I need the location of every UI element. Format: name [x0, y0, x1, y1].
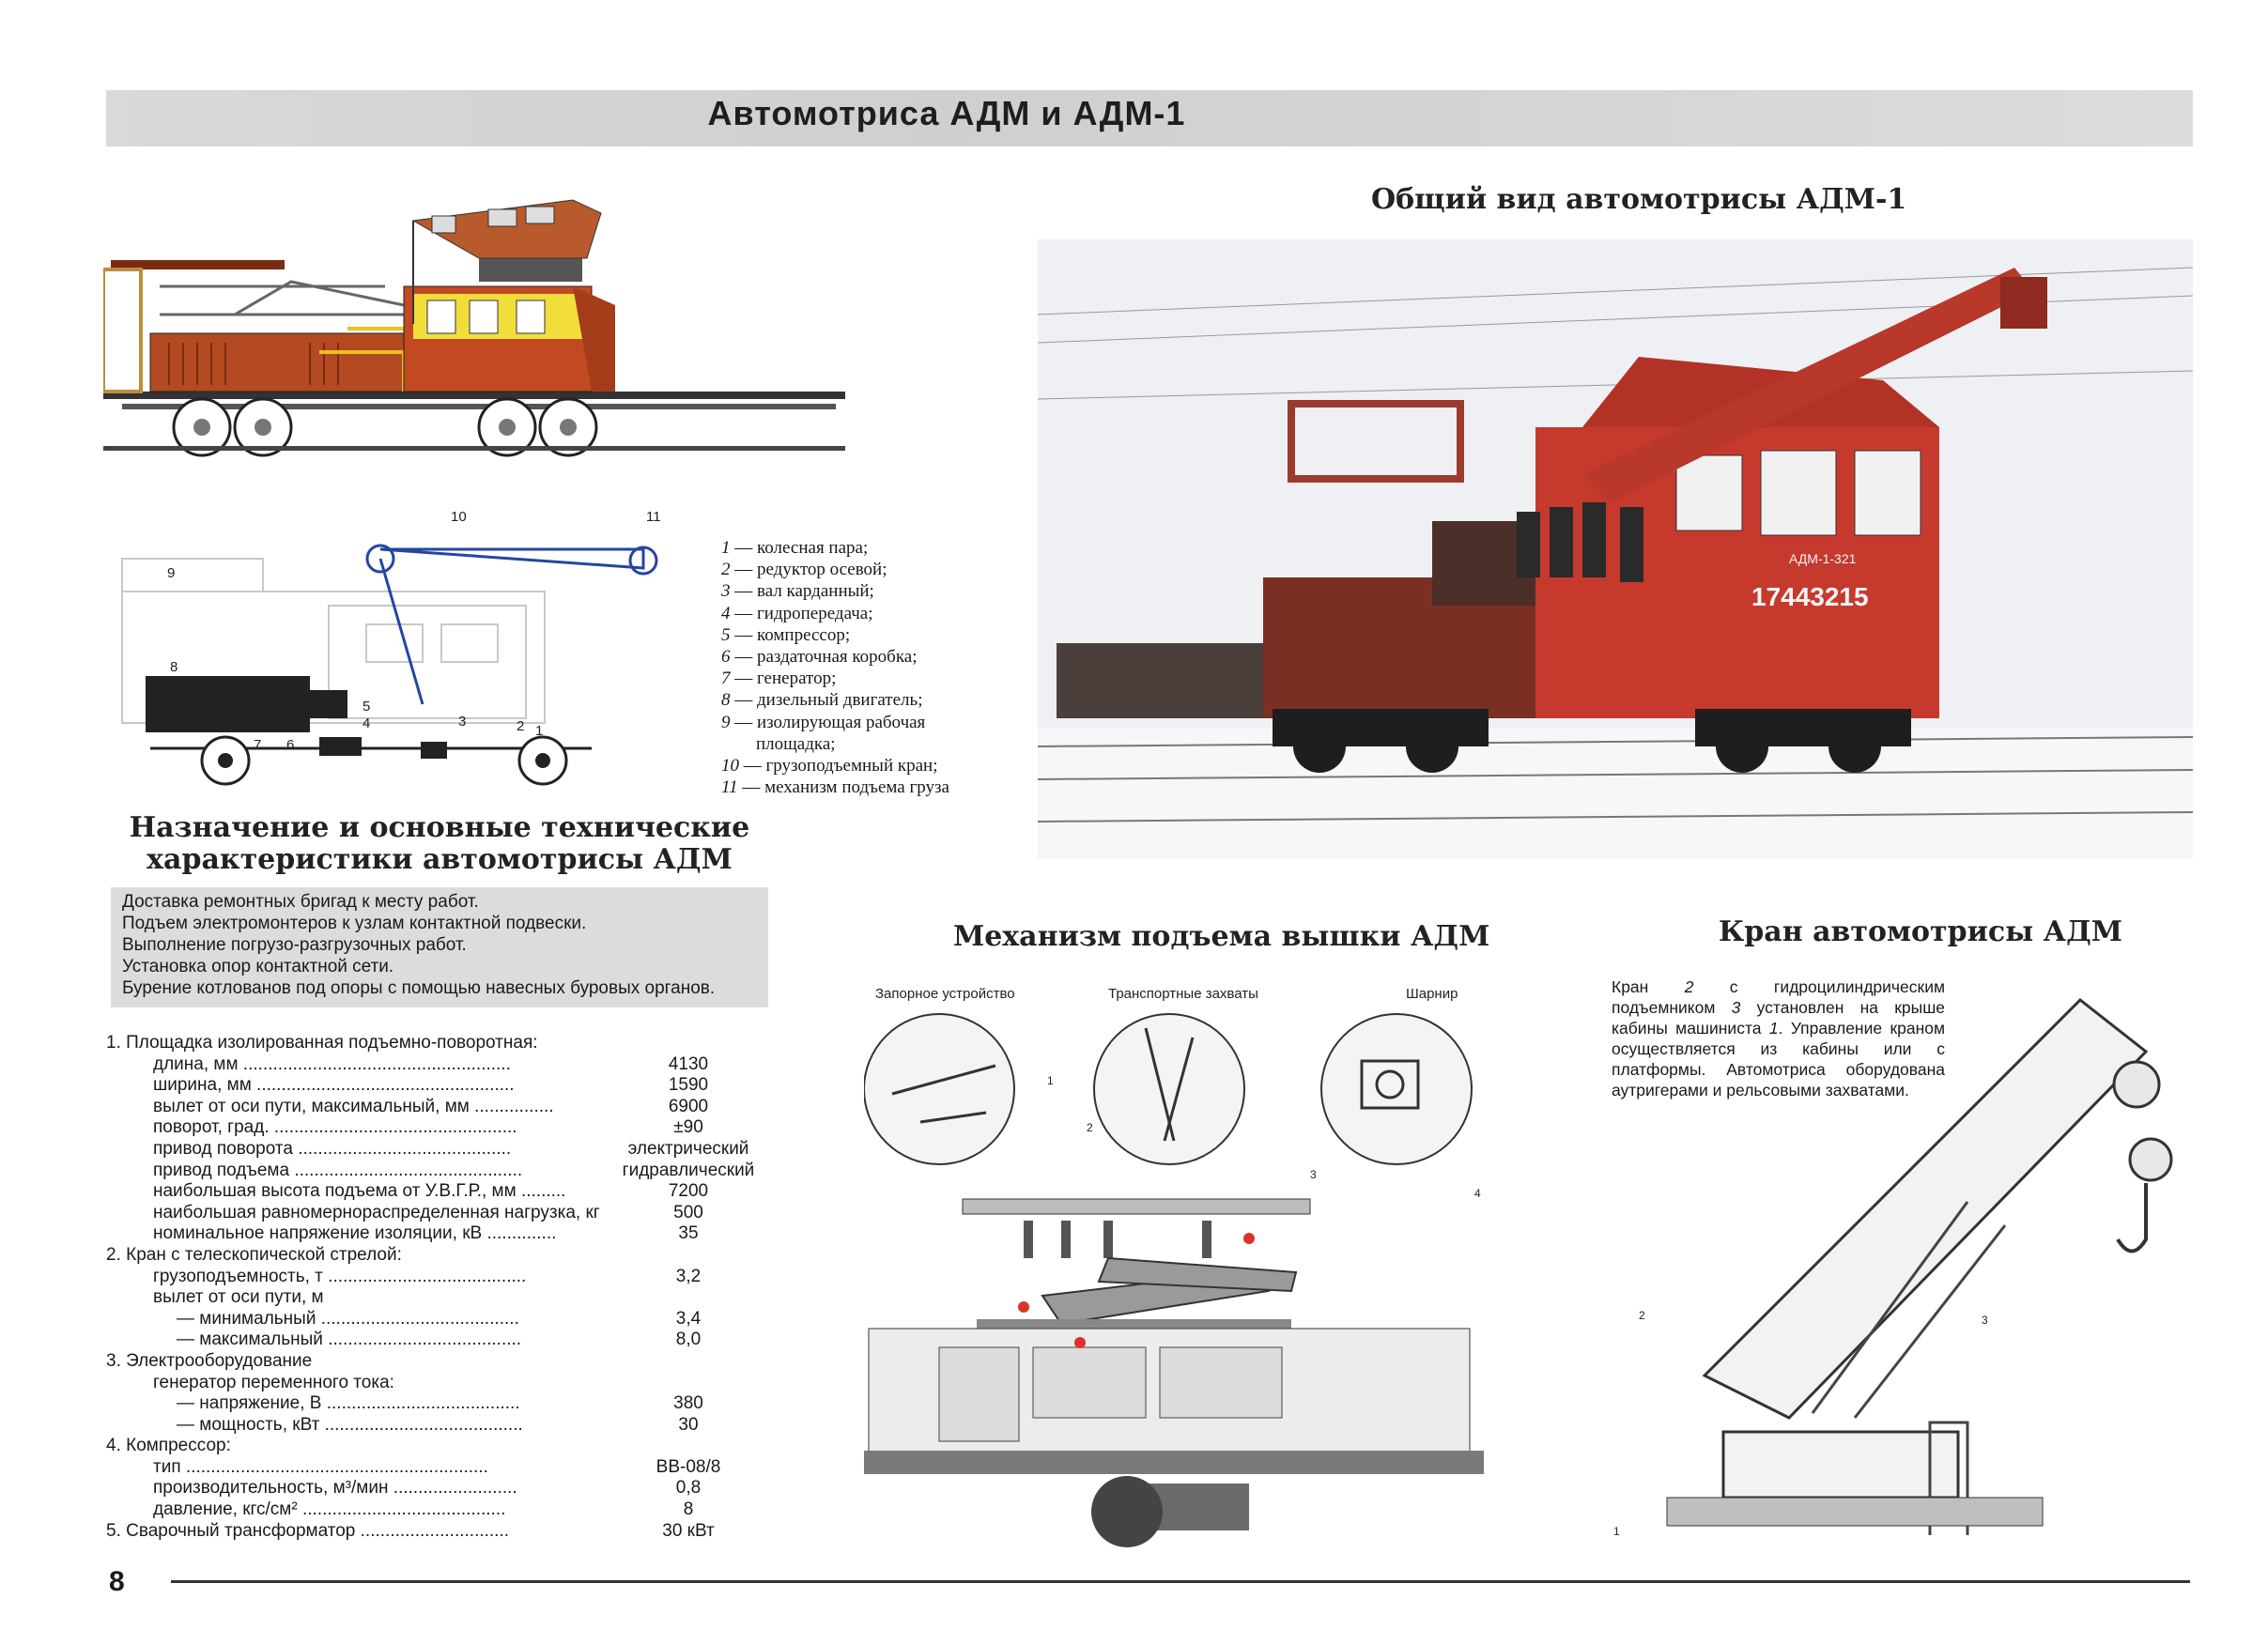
- adm-side-view-drawing: [103, 192, 845, 493]
- diagram-number-5: 5: [363, 699, 371, 715]
- spec-row: производительность, м³/мин ......................... 0,8: [106, 1478, 782, 1499]
- purpose-title-line-1: Назначение и основные технические: [129, 811, 750, 844]
- footer-rule: [171, 1580, 2190, 1583]
- diagram-number-3: 3: [458, 714, 467, 730]
- diagram-number-4: 4: [363, 715, 371, 731]
- legend-item: 11 — механизм подъема груза: [721, 777, 949, 798]
- diagram-number-9: 9: [167, 565, 176, 581]
- spec-row: грузоподъемность, т ........................................ 3,2: [106, 1267, 782, 1288]
- spec-row: привод подъема .............................................. гидравлический: [106, 1161, 782, 1182]
- mech-number-3: 3: [1310, 1168, 1317, 1181]
- mechanism-drawing: [864, 1009, 1521, 1549]
- purpose-title: [106, 812, 773, 876]
- diagram-number-8: 8: [170, 659, 178, 675]
- crane-drawing: [1611, 991, 2193, 1554]
- photo-car-number: 17443215: [1751, 582, 1869, 611]
- spec-row: вылет от оси пути, м: [153, 1287, 324, 1308]
- mech-number-4: 4: [1474, 1187, 1481, 1200]
- spec-row: наибольшая высота подъема от У.В.Г.Р., мм ......... 7200: [106, 1181, 782, 1203]
- diagram-number-1: 1: [535, 723, 544, 739]
- caption-hinge: Шарнир: [1406, 986, 1458, 1002]
- purpose-line: Установка опор контактной сети.: [122, 957, 394, 976]
- adm1-photo: [1038, 239, 2193, 859]
- spec-row: — напряжение, В ....................................... 380: [106, 1393, 782, 1415]
- spec-row: генератор переменного тока:: [153, 1372, 394, 1392]
- spec-row: — мощность, кВт ........................................ 30: [106, 1415, 782, 1437]
- spec-row: наибольшая равномернораспределенная нагрузка, кг 500: [106, 1203, 782, 1224]
- adm-schematic-diagram: [103, 502, 667, 798]
- mechanism-title: Механизм подъема вышки АДМ: [953, 920, 1490, 953]
- spec-row: привод поворота ........................................... электрический: [106, 1139, 782, 1161]
- purpose-line: Бурение котлованов под опоры с помощью навесных буровых органов.: [122, 978, 716, 998]
- legend-item: 10 — грузоподъемный кран;: [721, 756, 938, 776]
- purpose-line: Подъем электромонтеров к узлам контактной подвески.: [122, 914, 587, 933]
- spec-row: 2. Кран с телескопической стрелой:: [106, 1244, 402, 1265]
- legend-item: 9 — изолирующая рабочая: [721, 712, 926, 732]
- diagram-number-6: 6: [286, 737, 295, 753]
- parts-legend: [721, 537, 949, 798]
- spec-row: номинальное напряжение изоляции, кВ .............. 35: [106, 1223, 782, 1245]
- legend-item: площадка;: [756, 733, 836, 754]
- spec-row: давление, кгс/см² ......................................... 8: [106, 1499, 782, 1521]
- legend-item: 7 — генератор;: [721, 669, 837, 689]
- spec-row: — максимальный ....................................... 8,0: [106, 1330, 782, 1351]
- legend-item: 2 — редуктор осевой;: [721, 560, 887, 580]
- spec-row: поворот, град. ................................................. ±90: [106, 1117, 782, 1139]
- legend-item: 4 — гидропередача;: [721, 603, 873, 623]
- spec-row: 4. Компрессор:: [106, 1436, 231, 1456]
- spec-row: 3. Электрооборудование: [106, 1350, 313, 1371]
- crane-number-1: 1: [1613, 1525, 1620, 1538]
- photo-car-model: АДМ-1-321: [1789, 551, 1857, 566]
- page-title: Автомотриса АДМ и АДМ-1: [707, 94, 1186, 132]
- legend-item: 8 — дизельный двигатель;: [721, 690, 923, 711]
- crane-description: Кран 2 с гидроцилиндрическим подъемником 3 установлен на крыше кабины машиниста 1. Управление краном осуществляется из кабины или с платформы. Автомотриса оборудована аутригерами и рельсовыми захватами.: [1612, 977, 1946, 1099]
- purpose-line: Доставка ремонтных бригад к месту работ.: [122, 892, 479, 912]
- legend-item: 5 — компрессор;: [721, 624, 851, 645]
- purpose-box: [111, 887, 768, 1007]
- spec-row: 1. Площадка изолированная подъемно-поворотная:: [106, 1033, 538, 1053]
- legend-item: 3 — вал карданный;: [721, 581, 874, 602]
- purpose-title-line-2: характеристики автомотрисы АДМ: [147, 843, 733, 876]
- diagram-number-7: 7: [254, 737, 262, 753]
- spec-row: тип ............................................................. ВВ-08/8: [106, 1457, 782, 1479]
- spec-row: вылет от оси пути, максимальный, мм ................ 6900: [106, 1097, 782, 1118]
- spec-row: длина, мм ...................................................... 4130: [106, 1054, 782, 1076]
- caption-locking-device: Запорное устройство: [875, 986, 1015, 1002]
- specs-list: [106, 1033, 782, 1542]
- legend-item: 6 — раздаточная коробка;: [721, 647, 918, 668]
- page-number: 8: [109, 1566, 125, 1597]
- spec-row: — минимальный ........................................ 3,4: [106, 1309, 782, 1330]
- crane-number-3: 3: [1982, 1314, 1988, 1327]
- purpose-line: Выполнение погрузо-разгрузочных работ.: [122, 935, 467, 955]
- diagram-number-11: 11: [646, 509, 661, 525]
- spec-row: 5. Сварочный трансформатор .............................. 30 кВт: [106, 1521, 782, 1543]
- crane-title: Кран автомотрисы АДМ: [1719, 915, 2122, 948]
- spec-row: ширина, мм .................................................... 1590: [106, 1075, 782, 1097]
- diagram-number-2: 2: [517, 718, 525, 734]
- legend-item: 1 — колесная пара;: [721, 538, 869, 558]
- photo-title: Общий вид автомотрисы АДМ-1: [1371, 183, 1907, 216]
- mech-number-2: 2: [1087, 1121, 1093, 1134]
- crane-number-2: 2: [1639, 1309, 1645, 1322]
- caption-transport-clamps: Транспортные захваты: [1108, 986, 1258, 1002]
- diagram-number-10: 10: [451, 509, 467, 525]
- mech-number-1: 1: [1047, 1074, 1054, 1087]
